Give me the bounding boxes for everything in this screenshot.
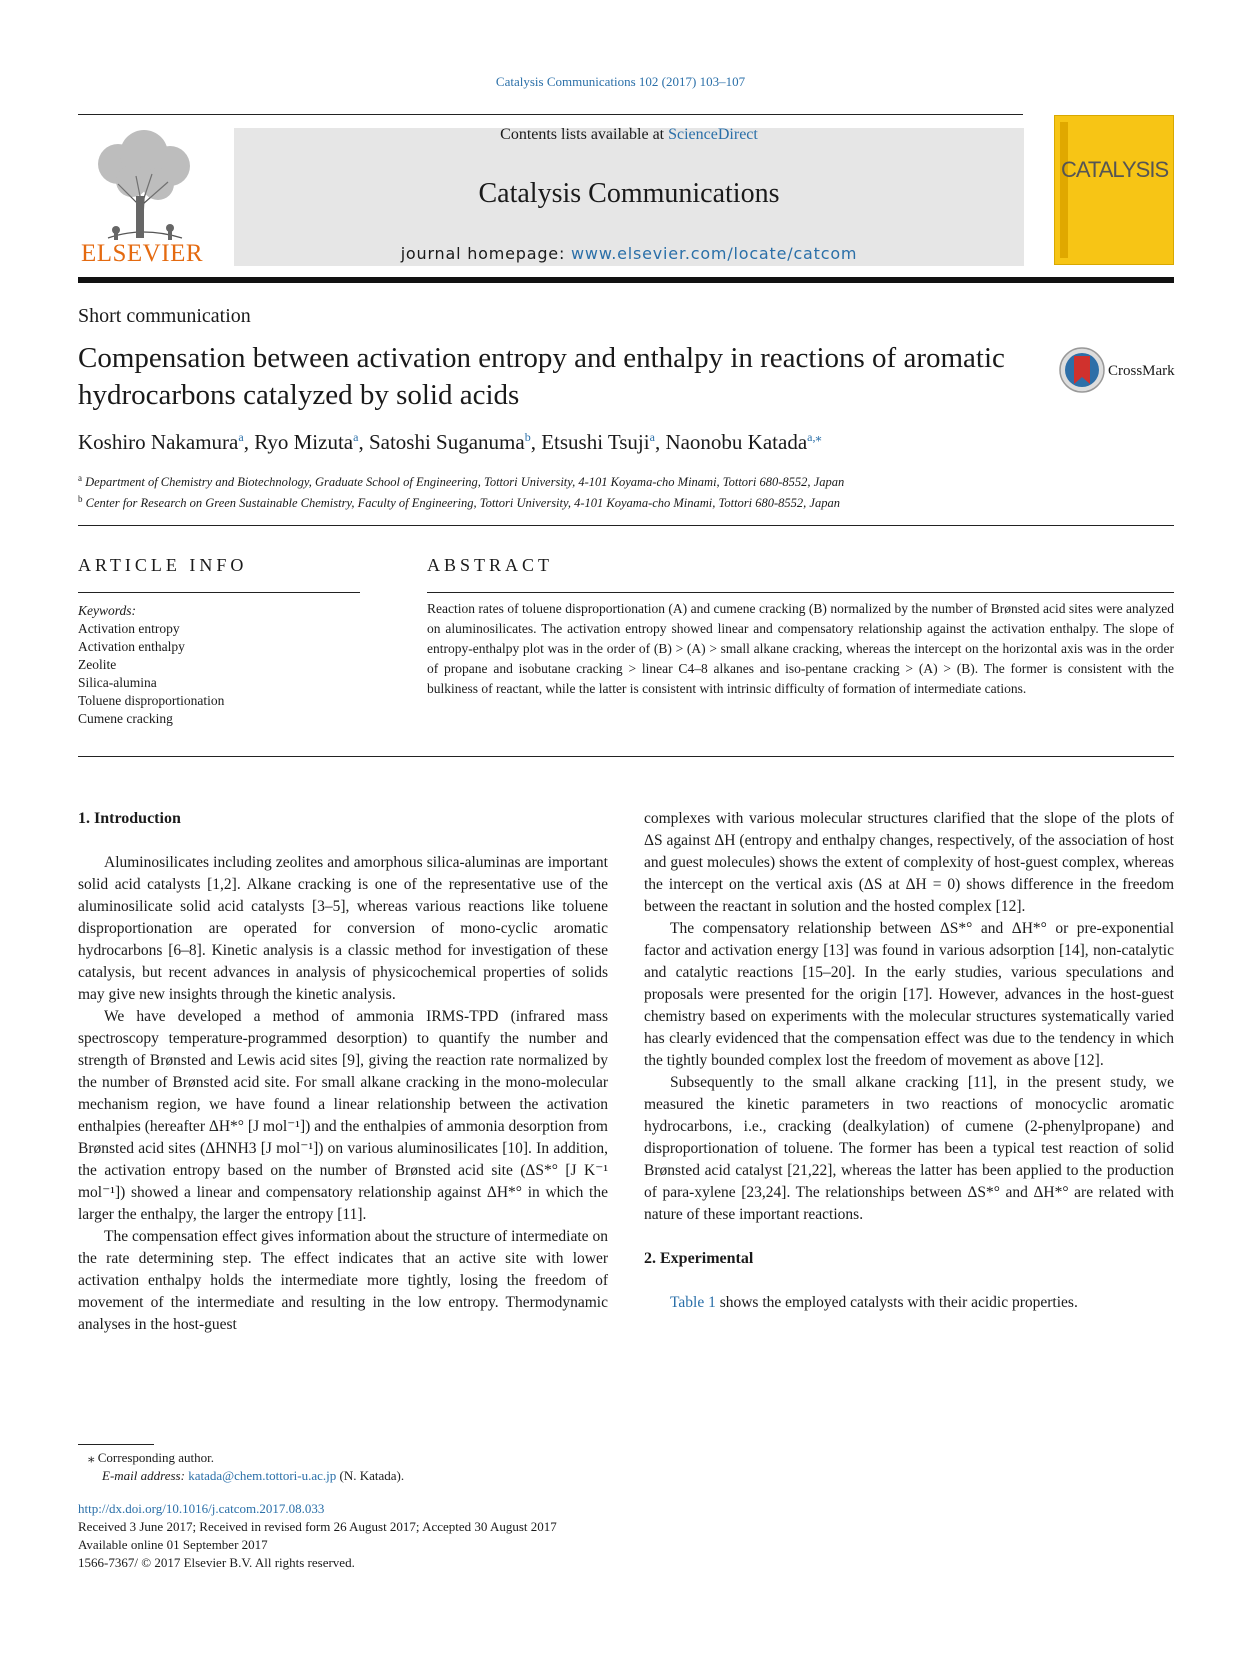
corresponding-line [78,1449,404,1467]
email-suffix: (N. Katada). [336,1468,405,1483]
keyword-item: Toluene disproportionation [78,693,225,708]
body-paragraph: Subsequently to the small alkane cracking [11], in the present study, we measured the kinetic parameters in two reactions of monocyclic aromatic hydrocarbons, i.e., cracking (dealkylation) of cumene (2-phenylpropane) and disproportionation of toluene. The former has been a typical test reaction of solid Brønsted acid catalyst [21,22], whereas the latter has been applied to the production of para-xylene [23,24]. The relationships between ΔS*° and ΔH*° are related with nature of these important reactions. [644,1074,1174,1223]
spacer [644,1226,1174,1248]
article-title: Compensation between activation entropy and enthalpy in reactions of aromatic hydrocarbons catalyzed by solid acids [78,342,1005,411]
author-list: Koshiro Nakamura$^a$, Ryo Mizuta$^a$, Satoshi Suganuma$^b$, Etsushi Tsuji$^a$, Naonobu Katada$^{a,⁎}$ [78,430,822,454]
table-1-link[interactable]: Table 1 [670,1294,716,1311]
email-label: E-mail address: [102,1468,189,1483]
affiliation-mark: a [78,473,82,483]
abstract-heading: ABSTRACT [427,555,554,575]
author-name[interactable]: Etsushi Tsuji [541,430,650,454]
journal-reference[interactable]: Catalysis Communications 102 (2017) 103–107 [495,74,746,89]
affiliation-mark: b [78,494,83,505]
sciencedirect-link[interactable]: ScienceDirect [668,126,758,143]
keyword-item: Zeolite [78,657,117,672]
article-type: Short communication [78,305,251,327]
email-link[interactable]: katada@chem.tottori-u.ac.jp [188,1468,337,1483]
corresponding-mark: ⁎ [88,1450,95,1465]
cover-title: CATALYSIS [1061,157,1169,182]
homepage-link[interactable]: www.elsevier.com/locate/catcom [571,244,858,263]
doi-link[interactable]: http://dx.doi.org/10.1016/j.catcom.2017.08.033 [78,1501,325,1516]
article-info-heading: ARTICLE INFO [78,555,248,575]
keyword-item: Activation enthalpy [78,639,185,654]
journal-cover-thumbnail[interactable] [1054,115,1174,265]
author-affiliation-mark[interactable]: b [524,430,531,444]
copyright: 1566-7367/ © 2017 Elsevier B.V. All rights reserved. [78,1555,355,1570]
body-paragraph: We have developed a method of ammonia IRMS-TPD (infrared mass spectroscopy temperature-programmed desorption) to quantify the number and strength of Brønsted and Lewis acid sites [9], giving the reaction rate normalized by the number of Brønsted acid site. For small alkane cracking in the mono-molecular mechanism region, we have found a linear relationship between the activation enthalpies (hereafter ΔH*° [J mol⁻¹]) and the enthalpies of ammonia desorption from Brønsted acid sites (ΔHNH3 [J mol⁻¹]) on various aluminosilicates [10]. In addition, the activation entropy based on the number of Brønsted acid site (ΔS*° [J K⁻¹ mol⁻¹]) showed a linear and compensatory relationship against ΔH*° in which the larger the enthalpy, the larger the entropy [11]. [78,1008,608,1223]
top-rule [78,114,1023,115]
abstract-text: Reaction rates of toluene disproportionation (A) and cumene cracking (B) normalized by the number of Brønsted acid sites were analyzed on aluminosilicates. The activation entropy showed linear and compensatory relationship against the activation enthalpy. The slope of entropy-enthalpy plot was in the order of (B) > (A) > small alkane cracking, whereas the intercept on the horizontal axis was in the order of propane and isobutane cracking > linear C4–8 alkanes and iso-pentane cracking > (A) > (B). The former is consistent with the bulkiness of reactant, while the latter is consistent with intrinsic difficulty of formation of intermediate cations. [427,601,1174,696]
body-paragraph: complexes with various molecular structures clarified that the slope of the plots of ΔS against ΔH (entropy and enthalpy changes, respectively, of the association of host and guest molecules) shows the extent of complexity of host-guest complex, whereas the intercept on the vertical axis (ΔS at ΔH = 0) shows difference in the freedom between the reactant in solution and the hosted complex [12]. [644,810,1174,915]
publication-info [78,1500,557,1572]
available-online: Available online 01 September 2017 [78,1537,268,1552]
section-heading-introduction: 1. Introduction [78,810,181,827]
affiliation-item [78,491,844,512]
affiliation-item [78,470,844,491]
affiliation-text: Department of Chemistry and Biotechnology, Graduate School of Engineering, Tottori University, 4-101 Koyama-cho Minami, Tottori 680-8552, Japan [85,475,845,490]
cover-band [1060,122,1068,258]
header-thick-rule [78,277,1174,283]
homepage-prefix: journal homepage: [400,244,572,263]
keyword-item: Cumene cracking [78,711,173,726]
contents-line [234,126,1024,144]
received-dates: Received 3 June 2017; Received in revised form 26 August 2017; Accepted 30 August 2017 [78,1519,557,1534]
keywords-block [78,602,224,728]
keyword-item: Activation entropy [78,621,180,636]
author-affiliation-mark[interactable]: a,⁎ [807,430,822,444]
body-paragraph [644,1292,1174,1314]
author-affiliation-mark[interactable]: a [649,430,655,444]
elsevier-wordmark: ELSEVIER [80,240,204,267]
body-paragraph: The compensatory relationship between ΔS*° and ΔH*° or pre-exponential factor and activation energy [13] was found in various adsorption [14], non-catalytic and catalytic reactions [15–20]. In the early studies, various speculations and proposals were presented for the origin [17]. However, advances in the host-guest chemistry based on experiments with the molecular structures systematically varied has clearly evidenced that the compensation effect was due to the tendency in which the tightly bounded complex lost the freedom of movement as above [12]. [644,920,1174,1069]
author-name[interactable]: Naonobu Katada [665,430,808,454]
crossmark-icon[interactable] [1058,346,1106,394]
affiliation-text: Center for Research on Green Sustainable Chemistry, Faculty of Engineering, Tottori University, 4-101 Koyama-cho Minami, Tottori 680-8552, Japan [85,496,840,511]
body-column-left [78,808,608,1336]
section-heading-experimental: 2. Experimental [644,1250,754,1267]
crossmark-label[interactable]: CrossMark [1108,363,1175,379]
corresponding-footnote [78,1449,404,1485]
author-affiliation-mark[interactable]: a [353,430,359,444]
email-line [78,1467,404,1485]
author-name[interactable]: Satoshi Suganuma [368,430,525,454]
body-column-right [644,808,1174,1314]
article-info-rule [78,592,360,593]
abstract-rule [427,592,1174,593]
journal-title: Catalysis Communications [478,178,780,209]
body-paragraph: The compensation effect gives information about the structure of intermediate on the rate determining step. The effect indicates that an active site with lower activation enthalpy holds the intermediate more tightly, losing the freedom of movement of the intermediate and resulting in the low entropy. Thermodynamic analyses in the host-guest [78,1228,608,1333]
abstract-end-rule [78,756,1174,757]
contents-prefix: Contents lists available at [500,126,669,143]
keyword-item: Silica-alumina [78,675,157,690]
keywords-label: Keywords: [78,603,136,618]
affiliations [78,470,844,512]
author-name[interactable]: Ryo Mizuta [254,430,354,454]
author-affiliation-mark[interactable]: a [238,430,244,444]
author-name[interactable]: Koshiro Nakamura [78,430,239,454]
journal-homepage [234,244,1024,263]
footnote-rule [78,1444,154,1445]
body-paragraph: Aluminosilicates including zeolites and amorphous silica-aluminas are important solid acid catalysts [1,2]. Alkane cracking is one of the representative use of the aluminosilicate solid acid catalysts [3–5], whereas various reactions like toluene disproportionation are operated for conversion of mono-cyclic aromatic hydrocarbons [6–8]. Kinetic analysis is a classic method for investigation of these catalysis, but recent advances in analysis of physicochemical properties of solids may give new insights through the kinetic analysis. [78,854,608,1003]
corresponding-text: Corresponding author. [94,1450,215,1465]
affiliation-rule [78,525,1174,526]
paragraph-text: shows the employed catalysts with their acidic properties. [715,1294,1078,1311]
